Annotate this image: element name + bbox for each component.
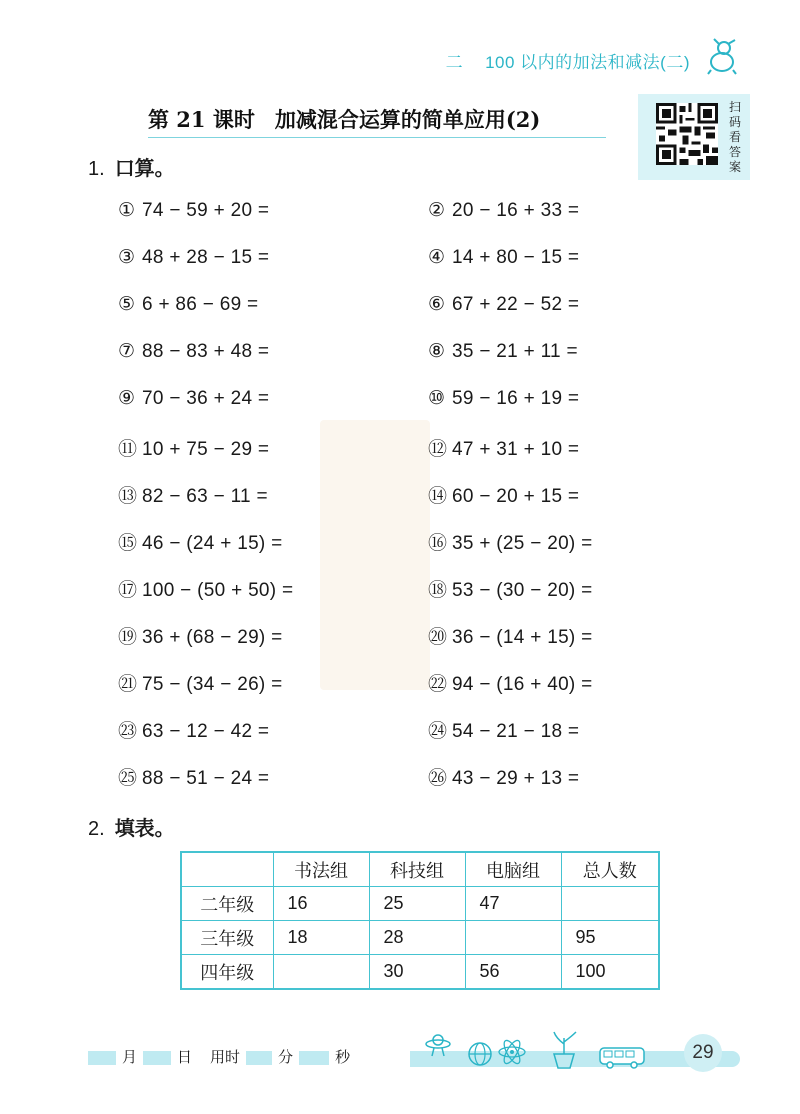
date-time-line: 月 日 用时 分 秒	[88, 1046, 356, 1067]
problem: ⑦ 88 − 83 + 48 =	[118, 341, 270, 362]
section-2-heading: 2. 填表。	[88, 818, 175, 840]
problem: ⑧ 35 − 21 + 11 =	[428, 341, 578, 362]
problem: ① 74 − 59 + 20 =	[118, 200, 270, 221]
table-cell: 47	[465, 887, 561, 921]
table-row	[181, 955, 659, 990]
mascot-icon	[702, 36, 742, 76]
table-cell: 18	[273, 921, 369, 955]
table-cell	[273, 955, 369, 990]
row-header: 二年级	[181, 887, 273, 921]
problem: ⑪ 10 + 75 − 29 =	[118, 439, 270, 460]
ufo-icon	[426, 1035, 450, 1056]
problem: ④ 14 + 80 − 15 =	[428, 247, 580, 268]
table-cell: 56	[465, 955, 561, 990]
day-blank	[143, 1051, 171, 1065]
chapter-header	[446, 48, 690, 73]
problem: ㉓ 63 − 12 − 42 =	[118, 721, 270, 742]
column-header: 电脑组	[465, 852, 561, 887]
table-row	[181, 921, 659, 955]
problem: ⑳ 36 − (14 + 15) =	[428, 627, 593, 648]
problem: ⑩ 59 − 16 + 19 =	[428, 388, 580, 409]
table-corner-cell	[181, 852, 273, 887]
qr-label: 扫 码 看 答 案	[728, 100, 741, 174]
problem: ③ 48 + 28 − 15 =	[118, 247, 270, 268]
chapter-number: 二	[445, 53, 464, 72]
qr-code-icon[interactable]	[656, 103, 718, 165]
lesson-name: 加减混合运算的简单应用(2)	[274, 107, 541, 132]
table-cell: 30	[369, 955, 465, 990]
table-cell	[561, 887, 659, 921]
column-header: 书法组	[273, 852, 369, 887]
problem: ⑯ 35 + (25 − 20) =	[428, 533, 593, 554]
problem: ㉖ 43 − 29 + 13 =	[428, 768, 580, 789]
table-header-row	[181, 852, 659, 887]
table-cell	[465, 921, 561, 955]
problem: ⑱ 53 − (30 − 20) =	[428, 580, 593, 601]
minute-blank	[246, 1051, 272, 1065]
plant-pot-icon	[554, 1032, 576, 1068]
page-number: 29	[684, 1034, 722, 1072]
problem: ㉕ 88 − 51 − 24 =	[118, 768, 270, 789]
column-header: 科技组	[369, 852, 465, 887]
problem: ⑮ 46 − (24 + 15) =	[118, 533, 283, 554]
lesson-number: 第 21 课时	[148, 107, 255, 132]
problem: ⑤ 6 + 86 − 69 =	[118, 294, 259, 315]
lesson-title	[148, 104, 608, 134]
problem: ⑲ 36 + (68 − 29) =	[118, 627, 283, 648]
globe-icon	[469, 1043, 491, 1065]
second-blank	[299, 1051, 329, 1065]
problem: ⑬ 82 − 63 − 11 =	[118, 486, 268, 507]
month-blank	[88, 1051, 116, 1065]
problem: ② 20 − 16 + 33 =	[428, 200, 580, 221]
atom-icon	[499, 1038, 525, 1066]
footer-illustration	[420, 1030, 680, 1070]
column-header: 总人数	[561, 852, 659, 887]
watermark	[320, 420, 430, 690]
problem: ⑥ 67 + 22 − 52 =	[428, 294, 580, 315]
bus-icon	[600, 1048, 644, 1068]
fill-table	[180, 851, 660, 990]
problem: ⑭ 60 − 20 + 15 =	[428, 486, 580, 507]
table-cell: 100	[561, 955, 659, 990]
table-row	[181, 887, 659, 921]
table-cell: 28	[369, 921, 465, 955]
problem: ㉑ 75 − (34 − 26) =	[118, 674, 283, 695]
qr-answer-box[interactable]	[638, 94, 750, 180]
table-cell: 95	[561, 921, 659, 955]
row-header: 三年级	[181, 921, 273, 955]
title-underline	[148, 137, 606, 138]
problem: ⑨ 70 − 36 + 24 =	[118, 388, 270, 409]
table-cell: 25	[369, 887, 465, 921]
problem: ㉒ 94 − (16 + 40) =	[428, 674, 593, 695]
section-1-heading: 1. 口算。	[88, 158, 175, 180]
table-cell: 16	[273, 887, 369, 921]
row-header: 四年级	[181, 955, 273, 990]
problem: ⑰ 100 − (50 + 50) =	[118, 580, 294, 601]
problem: ⑫ 47 + 31 + 10 =	[428, 439, 580, 460]
problem: ㉔ 54 − 21 − 18 =	[428, 721, 580, 742]
chapter-title: 100 以内的加法和减法(二)	[485, 53, 690, 72]
